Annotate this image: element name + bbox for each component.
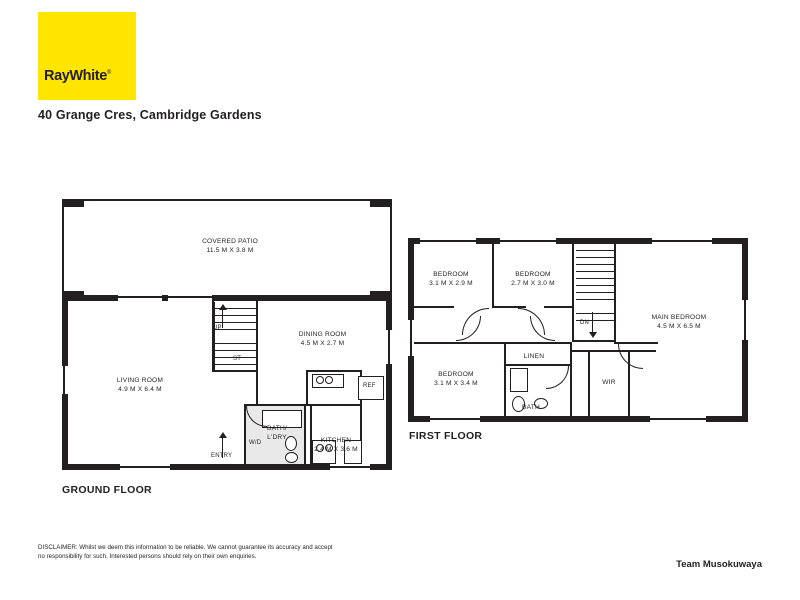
ground-wall-right bbox=[386, 295, 392, 470]
first-stair-tread bbox=[576, 292, 614, 293]
first-stair-tread bbox=[576, 278, 614, 279]
page-title: 40 Grange Cres, Cambridge Gardens bbox=[38, 108, 262, 122]
ground-floor-title: GROUND FLOOR bbox=[62, 484, 152, 496]
first-bath-wall-right bbox=[570, 342, 572, 416]
ground-window-right-line bbox=[388, 330, 390, 364]
cooktop-burner-icon bbox=[325, 376, 333, 384]
ground-stair-wall-right bbox=[256, 301, 258, 419]
ground-window-top-1-line bbox=[118, 296, 162, 298]
first-stair-tread bbox=[576, 285, 614, 286]
first-window-right-line bbox=[744, 300, 746, 340]
agent-name: Team Musokuwaya bbox=[676, 559, 762, 570]
room-label-wir: WIR bbox=[602, 379, 616, 386]
ground-window-left-line bbox=[63, 366, 65, 394]
marker-washer-dryer: W/D bbox=[249, 440, 262, 446]
marker-storage: ST bbox=[233, 356, 242, 362]
first-window-top-1-line bbox=[420, 240, 476, 242]
first-stair-tread bbox=[576, 271, 614, 272]
first-stair-wall-right bbox=[614, 244, 616, 342]
basin-fixture bbox=[285, 452, 298, 463]
first-bed4-wall-right bbox=[504, 342, 506, 416]
first-linen-wall-top bbox=[504, 342, 572, 344]
cooktop-burner-icon bbox=[316, 376, 324, 384]
stair-tread bbox=[214, 343, 258, 344]
first-stair-tread bbox=[576, 313, 614, 314]
ground-patio-post-tr bbox=[370, 199, 392, 207]
room-label-linen: LINEN bbox=[523, 353, 545, 360]
room-label-bath: BATH bbox=[522, 404, 540, 411]
first-wir-wall-left bbox=[588, 352, 590, 416]
first-bathtub-fixture bbox=[510, 368, 528, 392]
first-hall-wall-mid2 bbox=[544, 306, 574, 308]
room-label-covered-patio: COVERED PATIO 11.5 M X 3.8 M bbox=[202, 238, 258, 254]
first-stair-down-arrow-head bbox=[589, 332, 597, 338]
first-stair-tread bbox=[576, 257, 614, 258]
first-stair-tread bbox=[576, 264, 614, 265]
room-label-dining-room: DINING ROOM 4.5 M X 2.7 M bbox=[298, 331, 347, 347]
ground-stair-wall-bottom bbox=[212, 370, 258, 372]
first-partition-bed2-stair bbox=[572, 244, 574, 308]
first-stair-wall-lower bbox=[572, 306, 574, 342]
first-stair-tread bbox=[576, 250, 614, 251]
room-label-bath-laundry: BATH/ L'DRY bbox=[267, 425, 287, 441]
first-window-bottom-2-line bbox=[650, 418, 706, 420]
entry-arrow-head bbox=[219, 432, 227, 438]
ground-window-bottom-2-line bbox=[330, 466, 370, 468]
first-stair-tread bbox=[576, 299, 614, 300]
ground-patio-wall-right bbox=[390, 199, 392, 299]
raywhite-logo bbox=[44, 68, 130, 84]
ground-window-bottom-line bbox=[120, 466, 170, 468]
raywhite-logo-text: RayWhite bbox=[44, 68, 107, 84]
kitchen-wall-upperleft bbox=[306, 370, 308, 406]
room-label-kitchen: KITCHEN 2.4 M X 3.6 M bbox=[314, 437, 358, 453]
room-label-living-room: LIVING ROOM 4.9 M X 6.4 M bbox=[116, 377, 164, 393]
first-floor-title: FIRST FLOOR bbox=[409, 430, 483, 442]
ground-stair-stringer bbox=[214, 302, 215, 370]
stair-tread bbox=[214, 315, 258, 316]
first-wir-wall-top bbox=[570, 350, 656, 352]
ensuite-door-swing-icon bbox=[546, 366, 569, 389]
bed4-door-swing-icon bbox=[456, 316, 481, 341]
first-hall-wall-left bbox=[414, 306, 454, 308]
room-label-bedroom-1: BEDROOM 3.1 M X 2.9 M bbox=[429, 271, 473, 287]
kitchen-wall-uppertop bbox=[306, 370, 362, 372]
disclaimer-text: DISCLAIMER: Whilst we deem this information to be reliable. We cannot guarantee its accuracy and accept no responsibility for such. Interested persons should rely on their own enquiries. bbox=[38, 544, 333, 561]
main-bed-door-swing-icon bbox=[618, 344, 643, 369]
marker-up: UP bbox=[213, 325, 222, 331]
room-label-bedroom-2: BEDROOM 2.7 M X 3.0 M bbox=[511, 271, 555, 287]
first-window-top-2-line bbox=[500, 240, 556, 242]
first-stair-down-arrow-shaft bbox=[592, 312, 593, 334]
ground-wall-top bbox=[62, 295, 392, 301]
ground-bath-wall-left bbox=[244, 404, 246, 464]
ground-window-top-2-line bbox=[168, 296, 212, 298]
bath-door-swing-icon-first bbox=[530, 316, 555, 341]
ground-patio-wall-left bbox=[62, 199, 64, 299]
kitchen-wall-top bbox=[310, 404, 362, 406]
stair-tread bbox=[214, 350, 258, 351]
marker-refrigerator: REF bbox=[363, 383, 376, 389]
marker-entry: ENTRY bbox=[211, 453, 233, 459]
first-window-bottom-1-line bbox=[430, 418, 480, 420]
first-window-top-3-line bbox=[652, 240, 712, 242]
registered-mark: ® bbox=[106, 70, 111, 77]
first-window-left-line bbox=[410, 320, 412, 356]
ground-patio-post-tl bbox=[62, 199, 84, 207]
marker-down: DN bbox=[580, 320, 590, 326]
ground-patio-wall-top bbox=[62, 199, 392, 201]
stair-tread bbox=[214, 322, 258, 323]
brand-color-block bbox=[38, 12, 136, 100]
room-label-main-bedroom: MAIN BEDROOM 4.5 M X 6.5 M bbox=[651, 314, 707, 330]
room-label-bedroom-4: BEDROOM 3.1 M X 3.4 M bbox=[434, 371, 478, 387]
stair-up-arrow-head bbox=[219, 304, 227, 310]
first-bed4-wall-top bbox=[414, 342, 506, 344]
stair-tread bbox=[214, 364, 258, 365]
ground-bath-wall-right bbox=[304, 404, 306, 464]
first-stair-wall-bottom bbox=[572, 340, 616, 342]
